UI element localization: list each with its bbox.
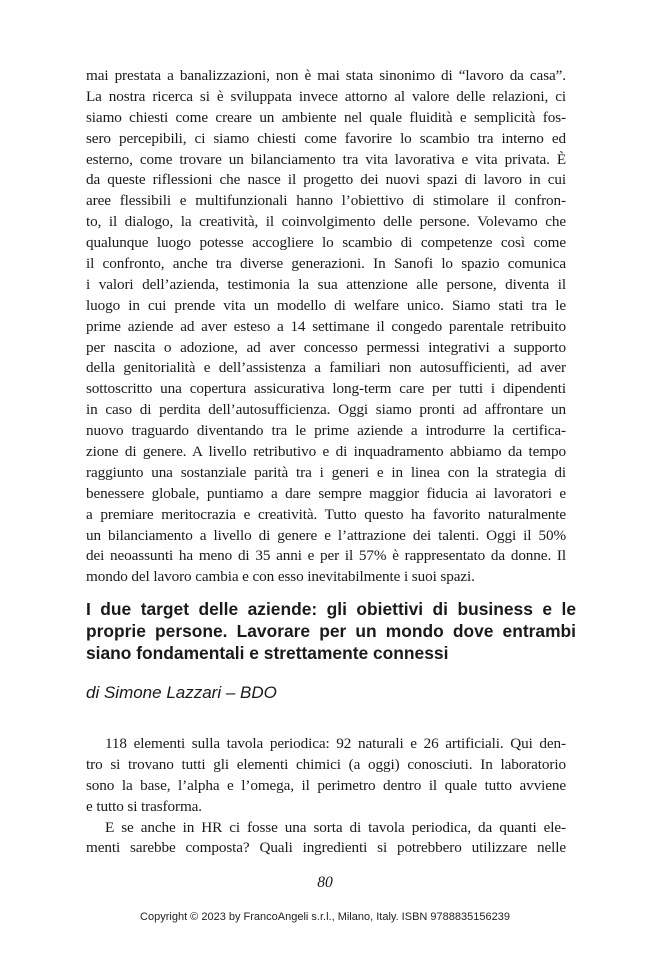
text-line: to, il dialogo, la creatività, il coinvolgimento delle persone. Volevamo che [86, 213, 566, 231]
text-line: tro si trovano tutti gli elementi chimici (a oggi) conosciuti. In laboratorio [86, 755, 566, 773]
text-line: menti sarebbe composta? Quali ingredienti si potrebbero utilizzare nelle [86, 839, 566, 857]
text-line: in caso di perdita dell’autosufficienza. Oggi siamo pronti ad affrontare un [86, 401, 566, 419]
text-line: La nostra ricerca si è sviluppata invece attorno al valore delle relazioni, ci [86, 87, 566, 105]
text-line: aree flessibili e multifunzionali hanno l’obiettivo di stimolare il confron- [86, 192, 566, 210]
text-line: per nascita o adozione, ad aver concesso permessi integrativi a supporto [86, 338, 566, 356]
text-line: un bilanciamento a livello di genere e l’attrazione dei talenti. Oggi il 50% [86, 526, 566, 544]
text-line: siamo chiesti come creare un ambiente nel quale fluidità e semplicità fos- [86, 108, 566, 126]
text-line: prime aziende ad aver esteso a 14 settimane il congedo parentale retribuito [86, 317, 566, 335]
text-line: e tutto si trasforma. [86, 797, 202, 815]
body-paragraph-3 [86, 818, 566, 860]
text-line: nuovo traguardo diventando tra le prime aziende a introdurre la certifica- [86, 422, 566, 440]
text-line: raggiunto una sostanziale parità tra i generi e in linea con la strategia di [86, 463, 566, 481]
text-line: E se anche in HR ci fosse una sorta di tavola periodica, da quanti ele- [105, 818, 566, 836]
text-line: zione di genere. A livello retributivo e di inquadramento abbiamo da tempo [86, 443, 566, 461]
text-line: 118 elementi sulla tavola periodica: 92 naturali e 26 artificiali. Qui den- [105, 735, 566, 752]
text-line: sono la base, l’alpha e l’omega, il perimetro dentro il quale tutto avviene [86, 776, 566, 794]
text-line: il confronto, anche tra diverse generazioni. In Sanofi lo spazio comunica [86, 255, 566, 273]
text-line: dei neoassunti ha meno di 35 anni e per il 57% è rappresentato da donne. Il [86, 547, 566, 565]
text-line: esterno, come trovare un bilanciamento tra vita lavorativa e vita privata. È [86, 150, 566, 168]
heading-line: I due target delle aziende: gli obiettivi di business e le [86, 599, 576, 619]
text-line: mai prestata a banalizzazioni, non è mai stata sinonimo di “lavoro da casa”. [86, 67, 566, 84]
text-line: della genitorialità e dell’assistenza a familiari non autosufficienti, ad aver [86, 359, 566, 377]
text-line: benessere globale, puntiamo a dare sempre maggior fiducia ai lavoratori e [86, 484, 566, 502]
body-paragraph-1 [86, 66, 566, 588]
text-line: a premiare meritocrazia e creatività. Tutto questo ha favorito naturalmente [86, 505, 566, 523]
text-line: da queste riflessioni che nasce il progetto dei nuovi spazi di lavoro in cui [86, 171, 566, 189]
author-byline: di Simone Lazzari – BDO [86, 683, 277, 702]
heading-line: proprie persone. Lavorare per un mondo dove entrambi [86, 621, 576, 642]
section-heading [86, 598, 576, 665]
text-line: i valori dell’azienda, testimonia la sua attenzione alle persone, diventa il [86, 275, 566, 293]
text-line: sottoscritto una copertura assicurativa long-term care per tutti i dipendenti [86, 380, 566, 398]
copyright-footer: Copyright © 2023 by FrancoAngeli s.r.l., Milano, Italy. ISBN 9788835156239 [140, 911, 510, 923]
heading-line: siano fondamentali e strettamente connessi [86, 643, 449, 664]
text-line: luogo in cui prende vita un modello di welfare unico. Siamo stati tra le [86, 296, 566, 314]
text-line: qualunque luogo potesse accogliere lo scambio di competenze così come [86, 234, 566, 252]
page-number: 80 [317, 874, 333, 891]
text-line: sero percepibili, ci siamo chiesti come favorire lo scambio tra interno ed [86, 129, 566, 147]
body-paragraph-2 [86, 734, 566, 818]
text-line: mondo del lavoro cambia e con esso inevitabilmente i suoi spazi. [86, 568, 475, 586]
